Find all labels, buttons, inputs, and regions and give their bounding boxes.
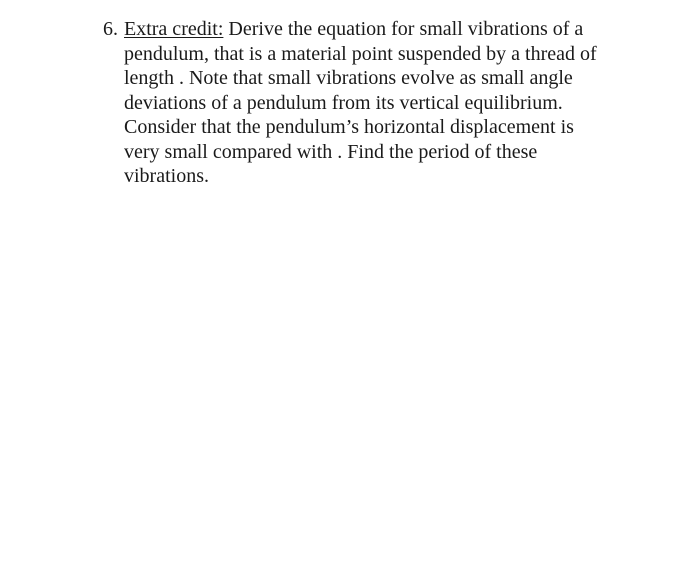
problem-line-2: pendulum, that is a material point suspended by a thread of (124, 42, 597, 65)
problem-line-3: length . Note that small vibrations evolve as small angle (124, 67, 573, 89)
problem-line-1-text: Derive the equation for small vibrations of a (223, 18, 584, 40)
problem-6 (103, 17, 663, 189)
problem-line-1 (124, 17, 663, 42)
problem-line-6: very small compared with . Find the period of these (124, 140, 538, 163)
problem-number: 6. (103, 18, 118, 40)
extra-credit-label: Extra credit: (124, 18, 224, 40)
problem-text (124, 17, 663, 189)
problem-line-4: deviations of a pendulum from its vertical equilibrium. (124, 91, 563, 114)
problem-line-5: Consider that the pendulum’s horizontal displacement is (124, 116, 574, 138)
problem-line-7: vibrations. (124, 165, 209, 187)
problem-row (103, 17, 663, 189)
